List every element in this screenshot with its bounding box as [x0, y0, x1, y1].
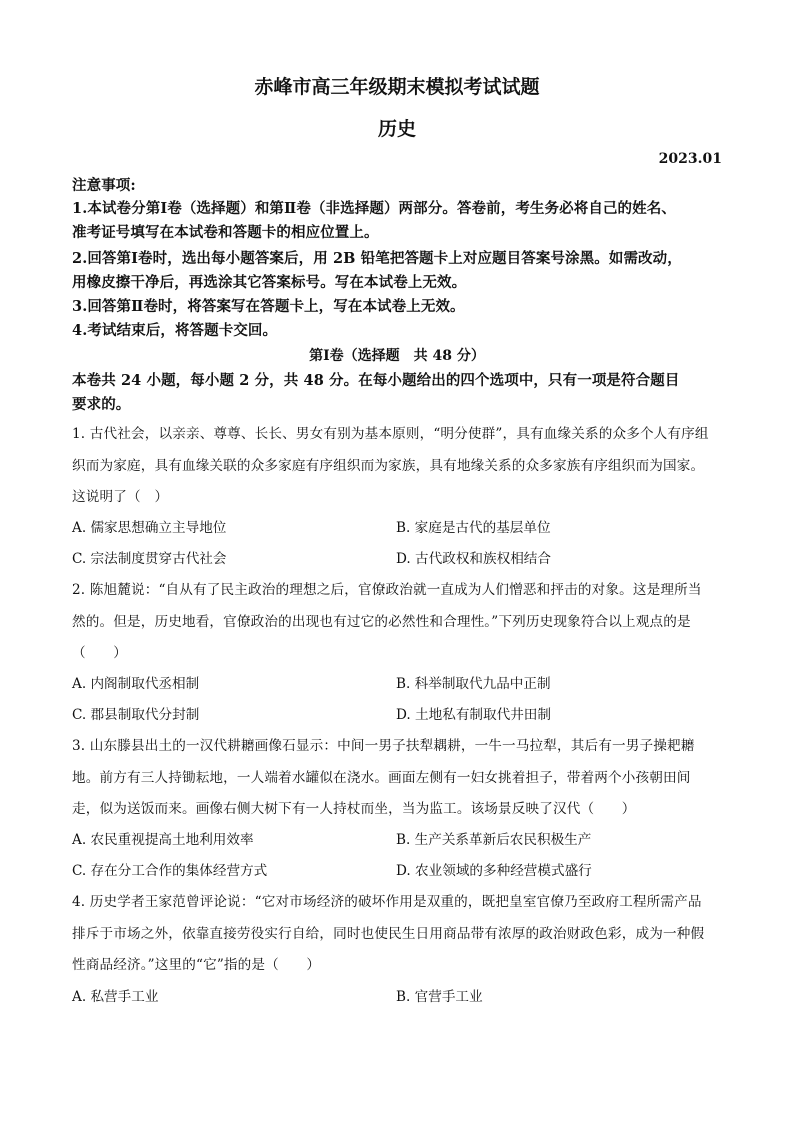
option-c[interactable]: C. 存在分工合作的集体经营方式 [72, 863, 268, 879]
section-title: 第Ⅰ卷（选择题 共 48 分） [309, 348, 485, 364]
question-text: 4. 历史学者王家范曾评论说：“它对市场经济的破坏作用是双重的，既把皇室官僚乃至政府工程所需产品 [72, 894, 702, 910]
question-text: 这说明了（ ） [72, 489, 169, 505]
notice-line: 4.考试结束后，将答题卡交回。 [72, 322, 278, 339]
question-text: 3. 山东滕县出土的一汉代耕耱画像石显示：中间一男子扶犁耦耕，一牛一马拉犁，其后有一男子操耙耱 [72, 738, 695, 754]
option-b[interactable]: B. 生产关系革新后农民积极生产 [396, 832, 592, 848]
notice-line: 2.回答第Ⅰ卷时，选出每小题答案后，用 2B 铅笔把答题卡上对应题目答案号涂黑。如需改动， [72, 250, 682, 267]
question-text: 地。前方有三人持锄耘地，一人端着水罐似在浇水。画面左侧有一妇女挑着担子，带着两个小孩朝田间 [72, 770, 691, 786]
subject-title: 历史 [377, 118, 416, 140]
question-text: 1. 古代社会，以亲亲、尊尊、长长、男女有别为基本原则，“明分使群”，具有血缘关系的众多个人有序组 [72, 426, 709, 442]
option-c[interactable]: C. 宗法制度贯穿古代社会 [72, 551, 227, 567]
section-intro: 要求的。 [72, 396, 131, 413]
option-c[interactable]: C. 郡县制取代分封制 [72, 707, 200, 723]
question-text: 走，似为送饭而来。画像右侧大树下有一人持杖而坐，当为监工。该场景反映了汉代（ ） [72, 801, 636, 817]
option-d[interactable]: D. 农业领域的多种经营模式盛行 [396, 863, 592, 879]
exam-title: 赤峰市高三年级期末模拟考试试题 [254, 76, 540, 98]
notice-line: 1.本试卷分第Ⅰ卷（选择题）和第Ⅱ卷（非选择题）两部分。答卷前，考生务必将自己的姓名、 [72, 200, 676, 217]
question-text: 织而为家庭，具有血缘关联的众多家庭有序组织而为家族，具有地缘关系的众多家族有序组织而为国家。 [72, 458, 705, 474]
question-text: 排斥于市场之外，依靠直接劳役实行自给，同时也使民生日用商品带有浓厚的政治财政色彩，成为一种假 [72, 926, 705, 942]
option-a[interactable]: A. 农民重视提高土地利用效率 [72, 832, 254, 848]
question-text: 然的。但是，历史地看，官僚政治的出现也有过它的必然性和合理性。”下列历史现象符合以上观点的是 [72, 614, 691, 630]
notice-heading: 注意事项: [72, 177, 136, 194]
notice-line: 用橡皮擦干净后，再选涂其它答案标号。写在本试卷上无效。 [72, 274, 467, 291]
notice-line: 3.回答第Ⅱ卷时，将答案写在答题卡上，写在本试卷上无效。 [72, 298, 465, 315]
notice-line: 准考证号填写在本试卷和答题卡的相应位置上。 [72, 224, 379, 241]
question-text: 2. 陈旭麓说：“自从有了民主政治的理想之后，官僚政治就一直成为人们憎恶和抨击的对象。这是理所当 [72, 582, 702, 598]
exam-date: 2023.01 [658, 151, 722, 167]
option-a[interactable]: A. 内阁制取代丞相制 [72, 676, 200, 692]
option-a[interactable]: A. 私营手工业 [72, 989, 159, 1005]
question-text: 性商品经济。”这里的“它”指的是（ ） [72, 957, 321, 973]
option-b[interactable]: B. 科举制取代九品中正制 [396, 676, 551, 692]
option-a[interactable]: A. 儒家思想确立主导地位 [72, 520, 227, 536]
question-text: （ ） [72, 645, 127, 661]
option-b[interactable]: B. 官营手工业 [396, 989, 483, 1005]
section-intro: 本卷共 24 小题，每小题 2 分，共 48 分。在每小题给出的四个选项中，只有一项是符合题目 [72, 372, 680, 389]
option-d[interactable]: D. 古代政权和族权相结合 [396, 551, 551, 567]
option-d[interactable]: D. 土地私有制取代井田制 [396, 707, 551, 723]
option-b[interactable]: B. 家庭是古代的基层单位 [396, 520, 551, 536]
